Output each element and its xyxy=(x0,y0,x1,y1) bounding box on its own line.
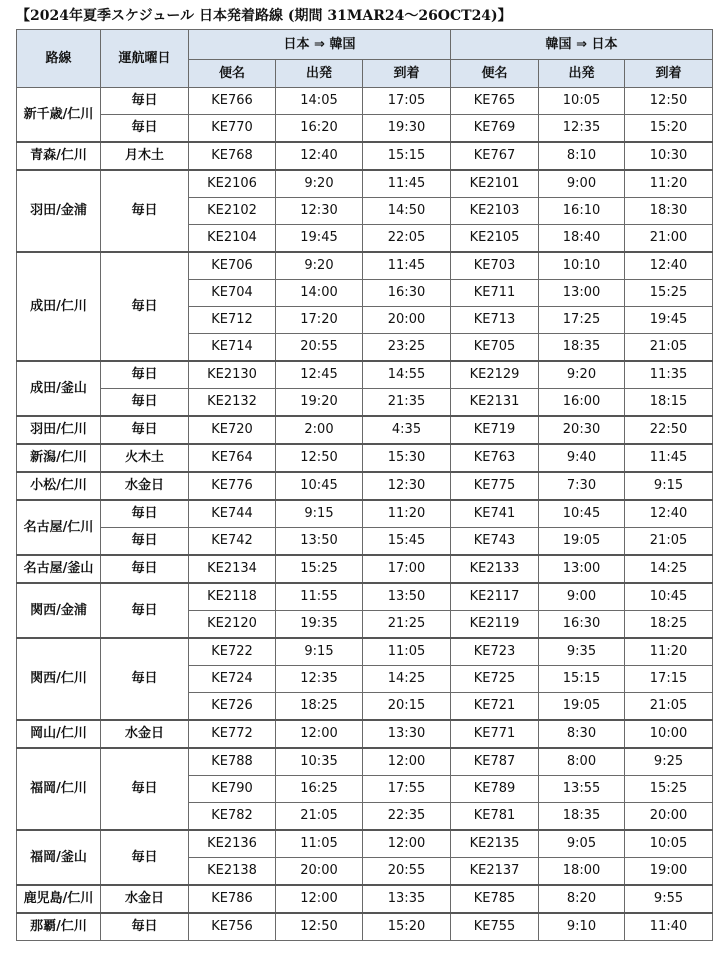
return-flight-cell: KE2117 xyxy=(451,583,539,611)
return-depart-cell: 18:40 xyxy=(539,225,625,253)
outbound-flight-cell: KE706 xyxy=(189,252,276,280)
outbound-depart-cell: 12:00 xyxy=(276,720,363,748)
korea-to-japan-header: 韓国 ⇒ 日本 xyxy=(451,30,713,60)
outbound-flight-cell: KE2118 xyxy=(189,583,276,611)
operating-days-cell: 毎日 xyxy=(101,389,189,417)
return-depart-cell: 10:10 xyxy=(539,252,625,280)
return-flight-cell: KE771 xyxy=(451,720,539,748)
route-cell: 名古屋/釜山 xyxy=(17,555,101,583)
outbound-flight-cell: KE764 xyxy=(189,444,276,472)
return-flight-cell: KE755 xyxy=(451,913,539,941)
outbound-depart-cell: 15:25 xyxy=(276,555,363,583)
outbound-depart-cell: 13:50 xyxy=(276,528,363,556)
outbound-flight-cell: KE776 xyxy=(189,472,276,500)
return-flight-cell: KE705 xyxy=(451,334,539,362)
outbound-flight-cell: KE770 xyxy=(189,115,276,143)
operating-days-cell: 毎日 xyxy=(101,528,189,556)
outbound-arrive-cell: 23:25 xyxy=(363,334,451,362)
table-body xyxy=(17,88,713,941)
return-depart-cell: 9:20 xyxy=(539,361,625,389)
return-depart-cell: 9:10 xyxy=(539,913,625,941)
return-arrive-cell: 15:25 xyxy=(625,280,713,307)
table-row xyxy=(17,170,713,198)
route-cell: 那覇/仁川 xyxy=(17,913,101,941)
route-cell: 成田/釜山 xyxy=(17,361,101,416)
route-cell: 福岡/釜山 xyxy=(17,830,101,885)
route-cell: 成田/仁川 xyxy=(17,252,101,361)
return-flight-cell: KE2101 xyxy=(451,170,539,198)
outbound-arrive-header: 到着 xyxy=(363,60,451,88)
return-flight-cell: KE2131 xyxy=(451,389,539,417)
return-arrive-cell: 12:40 xyxy=(625,500,713,528)
return-depart-cell: 13:00 xyxy=(539,555,625,583)
return-depart-cell: 7:30 xyxy=(539,472,625,500)
outbound-arrive-cell: 14:25 xyxy=(363,666,451,693)
table-row xyxy=(17,528,713,556)
return-depart-cell: 20:30 xyxy=(539,416,625,444)
return-arrive-cell: 9:25 xyxy=(625,748,713,776)
outbound-depart-cell: 19:35 xyxy=(276,611,363,639)
return-arrive-cell: 20:00 xyxy=(625,803,713,831)
outbound-depart-cell: 9:20 xyxy=(276,252,363,280)
table-row xyxy=(17,748,713,776)
outbound-arrive-cell: 20:55 xyxy=(363,858,451,886)
return-depart-cell: 16:10 xyxy=(539,198,625,225)
outbound-arrive-cell: 15:30 xyxy=(363,444,451,472)
outbound-depart-cell: 19:45 xyxy=(276,225,363,253)
outbound-arrive-cell: 17:00 xyxy=(363,555,451,583)
table-row xyxy=(17,361,713,389)
outbound-depart-cell: 10:45 xyxy=(276,472,363,500)
operating-days-cell: 水金日 xyxy=(101,720,189,748)
outbound-depart-cell: 17:20 xyxy=(276,307,363,334)
operating-days-cell: 毎日 xyxy=(101,748,189,830)
return-depart-cell: 9:00 xyxy=(539,583,625,611)
outbound-flight-cell: KE726 xyxy=(189,693,276,721)
return-arrive-cell: 19:45 xyxy=(625,307,713,334)
operating-days-cell: 毎日 xyxy=(101,170,189,252)
return-arrive-cell: 9:55 xyxy=(625,885,713,913)
return-depart-cell: 8:20 xyxy=(539,885,625,913)
outbound-depart-cell: 10:35 xyxy=(276,748,363,776)
return-arrive-cell: 17:15 xyxy=(625,666,713,693)
outbound-arrive-cell: 11:20 xyxy=(363,500,451,528)
outbound-flight-cell: KE766 xyxy=(189,88,276,115)
return-depart-cell: 18:00 xyxy=(539,858,625,886)
return-flight-cell: KE2103 xyxy=(451,198,539,225)
outbound-arrive-cell: 14:50 xyxy=(363,198,451,225)
table-row xyxy=(17,720,713,748)
outbound-flight-cell: KE2132 xyxy=(189,389,276,417)
outbound-flight-cell: KE2106 xyxy=(189,170,276,198)
outbound-arrive-cell: 4:35 xyxy=(363,416,451,444)
table-row xyxy=(17,416,713,444)
outbound-arrive-cell: 17:05 xyxy=(363,88,451,115)
return-arrive-cell: 12:50 xyxy=(625,88,713,115)
schedule-title: 【2024年夏季スケジュール 日本発着路線 (期間 31MAR24〜26OCT24)】 xyxy=(16,8,512,24)
return-flight-header: 便名 xyxy=(451,60,539,88)
route-cell: 福岡/仁川 xyxy=(17,748,101,830)
return-flight-cell: KE765 xyxy=(451,88,539,115)
operating-days-cell: 毎日 xyxy=(101,638,189,720)
japan-to-korea-header: 日本 ⇒ 韓国 xyxy=(189,30,451,60)
outbound-arrive-cell: 16:30 xyxy=(363,280,451,307)
return-flight-cell: KE763 xyxy=(451,444,539,472)
return-arrive-cell: 10:05 xyxy=(625,830,713,858)
return-depart-cell: 18:35 xyxy=(539,803,625,831)
return-arrive-header: 到着 xyxy=(625,60,713,88)
route-cell: 岡山/仁川 xyxy=(17,720,101,748)
return-arrive-cell: 21:05 xyxy=(625,528,713,556)
outbound-flight-cell: KE742 xyxy=(189,528,276,556)
outbound-depart-cell: 11:05 xyxy=(276,830,363,858)
return-arrive-cell: 21:00 xyxy=(625,225,713,253)
table-row xyxy=(17,638,713,666)
outbound-arrive-cell: 13:30 xyxy=(363,720,451,748)
operating-days-cell: 毎日 xyxy=(101,88,189,115)
outbound-depart-cell: 12:50 xyxy=(276,913,363,941)
return-flight-cell: KE775 xyxy=(451,472,539,500)
outbound-flight-cell: KE782 xyxy=(189,803,276,831)
table-row xyxy=(17,830,713,858)
return-flight-cell: KE789 xyxy=(451,776,539,803)
return-arrive-cell: 15:25 xyxy=(625,776,713,803)
return-arrive-cell: 11:40 xyxy=(625,913,713,941)
outbound-depart-cell: 14:05 xyxy=(276,88,363,115)
outbound-arrive-cell: 13:35 xyxy=(363,885,451,913)
outbound-arrive-cell: 21:35 xyxy=(363,389,451,417)
return-depart-cell: 10:45 xyxy=(539,500,625,528)
return-arrive-cell: 22:50 xyxy=(625,416,713,444)
outbound-depart-cell: 12:30 xyxy=(276,198,363,225)
outbound-arrive-cell: 11:45 xyxy=(363,252,451,280)
return-flight-cell: KE711 xyxy=(451,280,539,307)
table-row xyxy=(17,472,713,500)
operating-days-cell: 毎日 xyxy=(101,115,189,143)
return-depart-cell: 8:30 xyxy=(539,720,625,748)
outbound-arrive-cell: 15:45 xyxy=(363,528,451,556)
outbound-depart-cell: 9:15 xyxy=(276,638,363,666)
outbound-flight-cell: KE772 xyxy=(189,720,276,748)
return-depart-cell: 12:35 xyxy=(539,115,625,143)
outbound-flight-cell: KE2120 xyxy=(189,611,276,639)
return-flight-cell: KE719 xyxy=(451,416,539,444)
outbound-flight-cell: KE768 xyxy=(189,142,276,170)
return-flight-cell: KE767 xyxy=(451,142,539,170)
return-flight-cell: KE2135 xyxy=(451,830,539,858)
outbound-arrive-cell: 22:35 xyxy=(363,803,451,831)
return-depart-cell: 10:05 xyxy=(539,88,625,115)
table-row xyxy=(17,115,713,143)
table-row xyxy=(17,913,713,941)
operating-days-cell: 毎日 xyxy=(101,252,189,361)
table-header xyxy=(17,30,713,88)
return-flight-cell: KE703 xyxy=(451,252,539,280)
return-arrive-cell: 18:15 xyxy=(625,389,713,417)
return-depart-cell: 17:25 xyxy=(539,307,625,334)
return-arrive-cell: 21:05 xyxy=(625,693,713,721)
operating-days-cell: 毎日 xyxy=(101,583,189,638)
outbound-flight-header: 便名 xyxy=(189,60,276,88)
return-arrive-cell: 12:40 xyxy=(625,252,713,280)
return-arrive-cell: 14:25 xyxy=(625,555,713,583)
route-cell: 関西/金浦 xyxy=(17,583,101,638)
table-row xyxy=(17,142,713,170)
return-depart-cell: 19:05 xyxy=(539,693,625,721)
return-flight-cell: KE713 xyxy=(451,307,539,334)
outbound-depart-cell: 18:25 xyxy=(276,693,363,721)
return-arrive-cell: 11:35 xyxy=(625,361,713,389)
return-flight-cell: KE723 xyxy=(451,638,539,666)
route-cell: 小松/仁川 xyxy=(17,472,101,500)
operating-days-cell: 毎日 xyxy=(101,830,189,885)
outbound-arrive-cell: 15:20 xyxy=(363,913,451,941)
outbound-arrive-cell: 20:15 xyxy=(363,693,451,721)
outbound-flight-cell: KE712 xyxy=(189,307,276,334)
route-cell: 新潟/仁川 xyxy=(17,444,101,472)
return-arrive-cell: 15:20 xyxy=(625,115,713,143)
return-arrive-cell: 11:20 xyxy=(625,170,713,198)
outbound-flight-cell: KE720 xyxy=(189,416,276,444)
outbound-arrive-cell: 11:05 xyxy=(363,638,451,666)
outbound-flight-cell: KE788 xyxy=(189,748,276,776)
return-arrive-cell: 9:15 xyxy=(625,472,713,500)
return-depart-cell: 9:05 xyxy=(539,830,625,858)
return-flight-cell: KE785 xyxy=(451,885,539,913)
outbound-arrive-cell: 11:45 xyxy=(363,170,451,198)
outbound-flight-cell: KE722 xyxy=(189,638,276,666)
outbound-flight-cell: KE786 xyxy=(189,885,276,913)
operating-days-cell: 月木土 xyxy=(101,142,189,170)
outbound-depart-cell: 12:45 xyxy=(276,361,363,389)
route-cell: 羽田/仁川 xyxy=(17,416,101,444)
outbound-flight-cell: KE2136 xyxy=(189,830,276,858)
outbound-arrive-cell: 20:00 xyxy=(363,307,451,334)
outbound-depart-cell: 14:00 xyxy=(276,280,363,307)
outbound-depart-cell: 12:50 xyxy=(276,444,363,472)
outbound-flight-cell: KE2104 xyxy=(189,225,276,253)
outbound-depart-cell: 20:55 xyxy=(276,334,363,362)
outbound-flight-cell: KE714 xyxy=(189,334,276,362)
operating-days-cell: 火木土 xyxy=(101,444,189,472)
outbound-flight-cell: KE744 xyxy=(189,500,276,528)
route-cell: 青森/仁川 xyxy=(17,142,101,170)
return-depart-cell: 18:35 xyxy=(539,334,625,362)
operating-days-cell: 毎日 xyxy=(101,913,189,941)
return-flight-cell: KE741 xyxy=(451,500,539,528)
operating-days-cell: 毎日 xyxy=(101,416,189,444)
return-depart-cell: 13:55 xyxy=(539,776,625,803)
outbound-depart-cell: 12:40 xyxy=(276,142,363,170)
return-flight-cell: KE721 xyxy=(451,693,539,721)
operating-days-cell: 毎日 xyxy=(101,555,189,583)
return-arrive-cell: 21:05 xyxy=(625,334,713,362)
return-flight-cell: KE2133 xyxy=(451,555,539,583)
outbound-depart-cell: 9:20 xyxy=(276,170,363,198)
return-depart-cell: 8:10 xyxy=(539,142,625,170)
outbound-arrive-cell: 15:15 xyxy=(363,142,451,170)
outbound-arrive-cell: 19:30 xyxy=(363,115,451,143)
outbound-arrive-cell: 12:00 xyxy=(363,748,451,776)
return-depart-cell: 9:40 xyxy=(539,444,625,472)
operating-days-cell: 水金日 xyxy=(101,472,189,500)
return-arrive-cell: 11:20 xyxy=(625,638,713,666)
return-arrive-cell: 18:25 xyxy=(625,611,713,639)
return-flight-cell: KE725 xyxy=(451,666,539,693)
outbound-depart-cell: 19:20 xyxy=(276,389,363,417)
outbound-arrive-cell: 12:00 xyxy=(363,830,451,858)
outbound-depart-cell: 12:35 xyxy=(276,666,363,693)
outbound-depart-cell: 20:00 xyxy=(276,858,363,886)
return-flight-cell: KE781 xyxy=(451,803,539,831)
return-flight-cell: KE2137 xyxy=(451,858,539,886)
outbound-flight-cell: KE790 xyxy=(189,776,276,803)
outbound-arrive-cell: 14:55 xyxy=(363,361,451,389)
table-row xyxy=(17,88,713,115)
return-depart-cell: 15:15 xyxy=(539,666,625,693)
outbound-flight-cell: KE2102 xyxy=(189,198,276,225)
outbound-depart-cell: 11:55 xyxy=(276,583,363,611)
days-column-header: 運航曜日 xyxy=(101,30,189,88)
table-row xyxy=(17,389,713,417)
table-row xyxy=(17,444,713,472)
outbound-flight-cell: KE756 xyxy=(189,913,276,941)
table-row xyxy=(17,583,713,611)
route-cell: 新千歳/仁川 xyxy=(17,88,101,143)
return-depart-cell: 9:35 xyxy=(539,638,625,666)
table-row xyxy=(17,500,713,528)
outbound-depart-cell: 9:15 xyxy=(276,500,363,528)
route-cell: 羽田/金浦 xyxy=(17,170,101,252)
outbound-depart-cell: 12:00 xyxy=(276,885,363,913)
return-flight-cell: KE2129 xyxy=(451,361,539,389)
outbound-flight-cell: KE724 xyxy=(189,666,276,693)
route-column-header: 路線 xyxy=(17,30,101,88)
outbound-arrive-cell: 13:50 xyxy=(363,583,451,611)
operating-days-cell: 水金日 xyxy=(101,885,189,913)
return-flight-cell: KE2105 xyxy=(451,225,539,253)
outbound-flight-cell: KE2134 xyxy=(189,555,276,583)
outbound-depart-cell: 16:25 xyxy=(276,776,363,803)
outbound-arrive-cell: 21:25 xyxy=(363,611,451,639)
operating-days-cell: 毎日 xyxy=(101,361,189,389)
table-row xyxy=(17,555,713,583)
outbound-depart-cell: 21:05 xyxy=(276,803,363,831)
return-flight-cell: KE787 xyxy=(451,748,539,776)
outbound-arrive-cell: 22:05 xyxy=(363,225,451,253)
return-arrive-cell: 19:00 xyxy=(625,858,713,886)
outbound-arrive-cell: 12:30 xyxy=(363,472,451,500)
route-cell: 名古屋/仁川 xyxy=(17,500,101,555)
operating-days-cell: 毎日 xyxy=(101,500,189,528)
return-depart-cell: 16:30 xyxy=(539,611,625,639)
outbound-flight-cell: KE704 xyxy=(189,280,276,307)
return-depart-cell: 16:00 xyxy=(539,389,625,417)
return-flight-cell: KE743 xyxy=(451,528,539,556)
return-arrive-cell: 10:45 xyxy=(625,583,713,611)
outbound-flight-cell: KE2130 xyxy=(189,361,276,389)
outbound-depart-header: 出発 xyxy=(276,60,363,88)
return-arrive-cell: 11:45 xyxy=(625,444,713,472)
route-cell: 鹿児島/仁川 xyxy=(17,885,101,913)
outbound-depart-cell: 16:20 xyxy=(276,115,363,143)
return-depart-cell: 19:05 xyxy=(539,528,625,556)
return-flight-cell: KE2119 xyxy=(451,611,539,639)
return-depart-header: 出発 xyxy=(539,60,625,88)
return-arrive-cell: 10:00 xyxy=(625,720,713,748)
return-flight-cell: KE769 xyxy=(451,115,539,143)
return-arrive-cell: 10:30 xyxy=(625,142,713,170)
outbound-arrive-cell: 17:55 xyxy=(363,776,451,803)
outbound-flight-cell: KE2138 xyxy=(189,858,276,886)
return-depart-cell: 9:00 xyxy=(539,170,625,198)
return-depart-cell: 13:00 xyxy=(539,280,625,307)
outbound-depart-cell: 2:00 xyxy=(276,416,363,444)
flight-schedule-table xyxy=(16,29,713,941)
route-cell: 関西/仁川 xyxy=(17,638,101,720)
return-arrive-cell: 18:30 xyxy=(625,198,713,225)
table-row xyxy=(17,885,713,913)
table-row xyxy=(17,252,713,280)
return-depart-cell: 8:00 xyxy=(539,748,625,776)
